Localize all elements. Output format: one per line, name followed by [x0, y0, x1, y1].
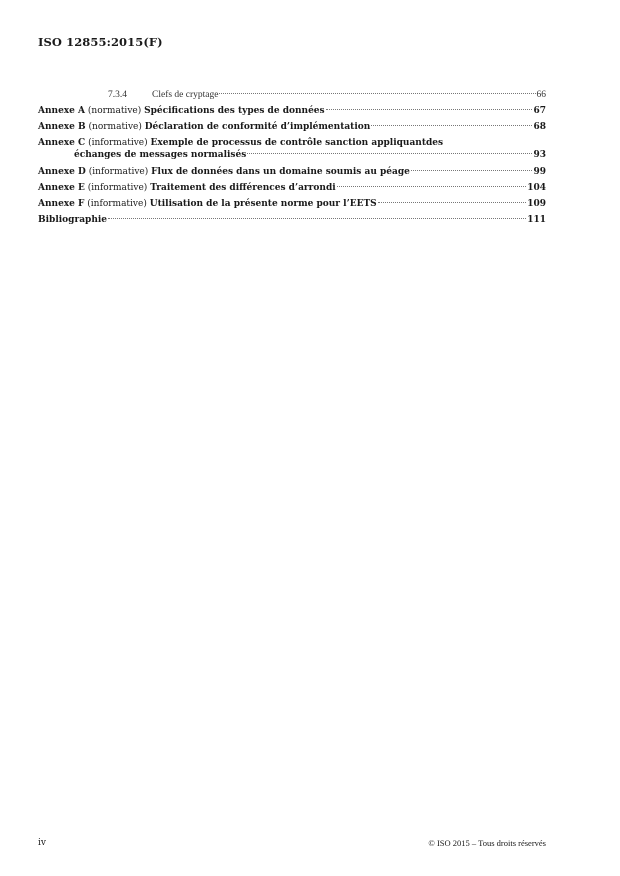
- annex-kind: (normative): [87, 106, 142, 116]
- annex-title-continued: échanges de messages normalisés: [74, 150, 247, 160]
- dot-leader: [326, 109, 533, 110]
- toc-entry-page: 67: [533, 106, 546, 116]
- toc-entry-annexe-d[interactable]: [38, 164, 546, 180]
- toc-entry-page: 66: [536, 90, 546, 100]
- annex-prefix: Annexe A: [38, 106, 86, 116]
- annex-prefix: Annexe E: [38, 183, 85, 193]
- annex-title: Déclaration de conformité d’implémentation: [144, 122, 371, 132]
- toc-entry-page: 99: [533, 167, 546, 177]
- toc-entry-page: 109: [527, 199, 546, 209]
- bibliography-title: Bibliographie: [38, 215, 108, 225]
- footer-copyright: © ISO 2015 – Tous droits réservés: [428, 838, 546, 848]
- toc-entry-page: 104: [527, 183, 546, 193]
- toc-entry-annexe-f[interactable]: [38, 196, 546, 212]
- toc-entry-title: Clefs de cryptage: [152, 90, 219, 100]
- dot-leader: [219, 93, 535, 94]
- toc-entry-bibliographie[interactable]: [38, 212, 546, 228]
- annex-title: Exemple de processus de contrôle sanction appliquantdes: [150, 138, 444, 148]
- toc-entry-annexe-a[interactable]: [38, 103, 546, 119]
- annex-prefix: Annexe C: [38, 138, 86, 148]
- toc-entry-number: 7.3.4: [108, 90, 127, 100]
- dot-leader: [108, 218, 526, 219]
- annex-title: Spécifications des types de données: [144, 106, 325, 116]
- table-of-contents: [38, 87, 546, 228]
- toc-entry-page: 111: [527, 215, 546, 225]
- toc-entry-7-3-4[interactable]: [38, 87, 546, 103]
- toc-entry-annexe-e[interactable]: [38, 180, 546, 196]
- annex-prefix: Annexe D: [38, 167, 86, 177]
- annex-kind: (normative): [88, 122, 142, 132]
- annex-title: Flux de données dans un domaine soumis au péage: [151, 167, 410, 177]
- annex-kind: (informative): [88, 138, 148, 148]
- dot-leader: [378, 202, 527, 203]
- annex-kind: (informative): [88, 167, 149, 177]
- dot-leader: [247, 153, 532, 154]
- toc-entry-annexe-b[interactable]: [38, 119, 546, 135]
- annex-prefix: Annexe B: [38, 122, 86, 132]
- annex-kind: (informative): [87, 183, 148, 193]
- annex-kind: (informative): [87, 199, 147, 209]
- dot-leader: [337, 186, 527, 187]
- footer-page-number: iv: [38, 838, 46, 848]
- dot-leader: [411, 170, 533, 171]
- dot-leader: [371, 125, 532, 126]
- toc-entry-annexe-c[interactable]: [38, 135, 546, 164]
- annex-title: Traitement des différences d’arrondi: [150, 183, 336, 193]
- toc-entry-page: 93: [533, 150, 546, 160]
- document-id-header: ISO 12855:2015(F): [38, 35, 163, 49]
- toc-entry-page: 68: [533, 122, 546, 132]
- annex-prefix: Annexe F: [38, 199, 85, 209]
- annex-title: Utilisation de la présente norme pour l’EETS: [149, 199, 377, 209]
